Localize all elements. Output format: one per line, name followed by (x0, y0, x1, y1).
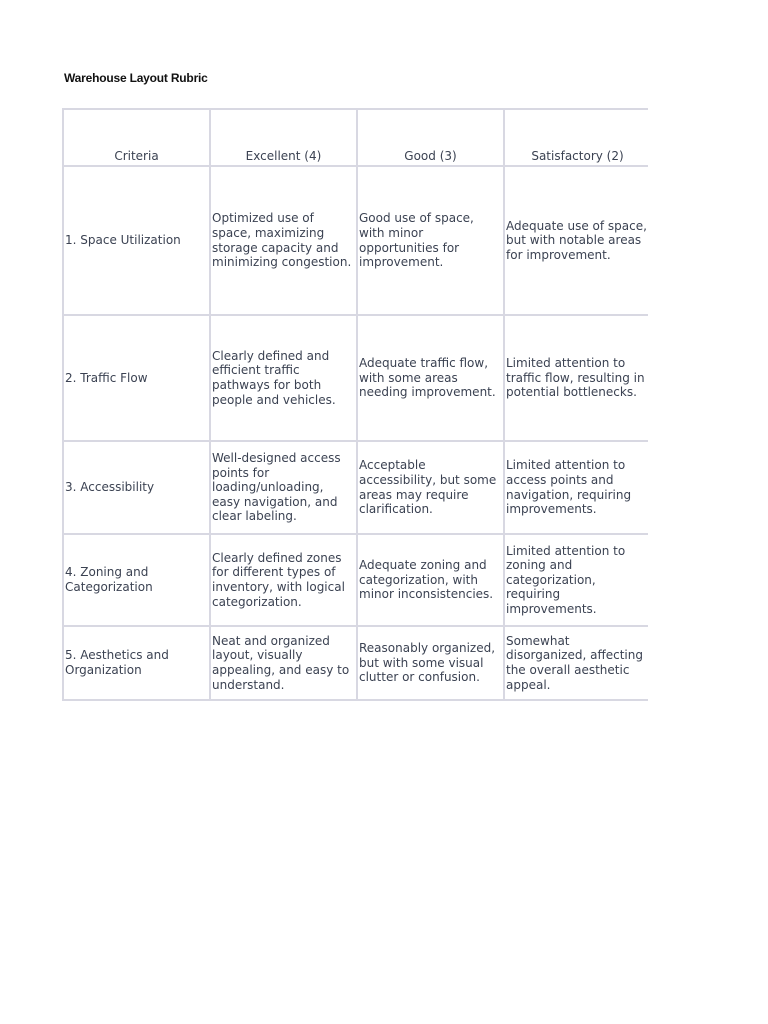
satisfactory-cell: Limited attention to access points and navigation, requiring improvements. (504, 441, 648, 534)
satisfactory-cell: Limited attention to zoning and categorization, requiring improvements. (504, 534, 648, 626)
satisfactory-cell: Adequate use of space, but with notable areas for improvement. (504, 166, 648, 315)
document-title: Warehouse Layout Rubric (64, 71, 208, 85)
table-row (63, 441, 648, 534)
table-header-row (63, 109, 648, 166)
rubric-table (62, 108, 648, 701)
criterion-cell: 3. Accessibility (63, 441, 210, 534)
criterion-cell: 1. Space Utilization (63, 166, 210, 315)
good-cell: Reasonably organized, but with some visual clutter or confusion. (357, 626, 504, 700)
criterion-cell: 2. Traffic Flow (63, 315, 210, 441)
excellent-cell: Clearly defined and efficient traffic pathways for both people and vehicles. (210, 315, 357, 441)
criterion-cell: 4. Zoning and Categorization (63, 534, 210, 626)
column-header-good: Good (3) (357, 109, 504, 166)
satisfactory-cell: Limited attention to traffic flow, resulting in potential bottlenecks. (504, 315, 648, 441)
column-header-criteria: Criteria (63, 109, 210, 166)
column-header-satisfactory: Satisfactory (2) (504, 109, 648, 166)
excellent-cell: Neat and organized layout, visually appealing, and easy to understand. (210, 626, 357, 700)
satisfactory-cell: Somewhat disorganized, affecting the overall aesthetic appeal. (504, 626, 648, 700)
excellent-cell: Well-designed access points for loading/unloading, easy navigation, and clear labeling. (210, 441, 357, 534)
table-row (63, 166, 648, 315)
table-row (63, 534, 648, 626)
table-row (63, 626, 648, 700)
good-cell: Adequate traffic flow, with some areas needing improvement. (357, 315, 504, 441)
column-header-excellent: Excellent (4) (210, 109, 357, 166)
rubric-table-container (62, 108, 648, 701)
good-cell: Adequate zoning and categorization, with minor inconsistencies. (357, 534, 504, 626)
excellent-cell: Optimized use of space, maximizing storage capacity and minimizing congestion. (210, 166, 357, 315)
good-cell: Good use of space, with minor opportunities for improvement. (357, 166, 504, 315)
good-cell: Acceptable accessibility, but some areas may require clarification. (357, 441, 504, 534)
table-row (63, 315, 648, 441)
excellent-cell: Clearly defined zones for different types of inventory, with logical categorization. (210, 534, 357, 626)
criterion-cell: 5. Aesthetics and Organization (63, 626, 210, 700)
